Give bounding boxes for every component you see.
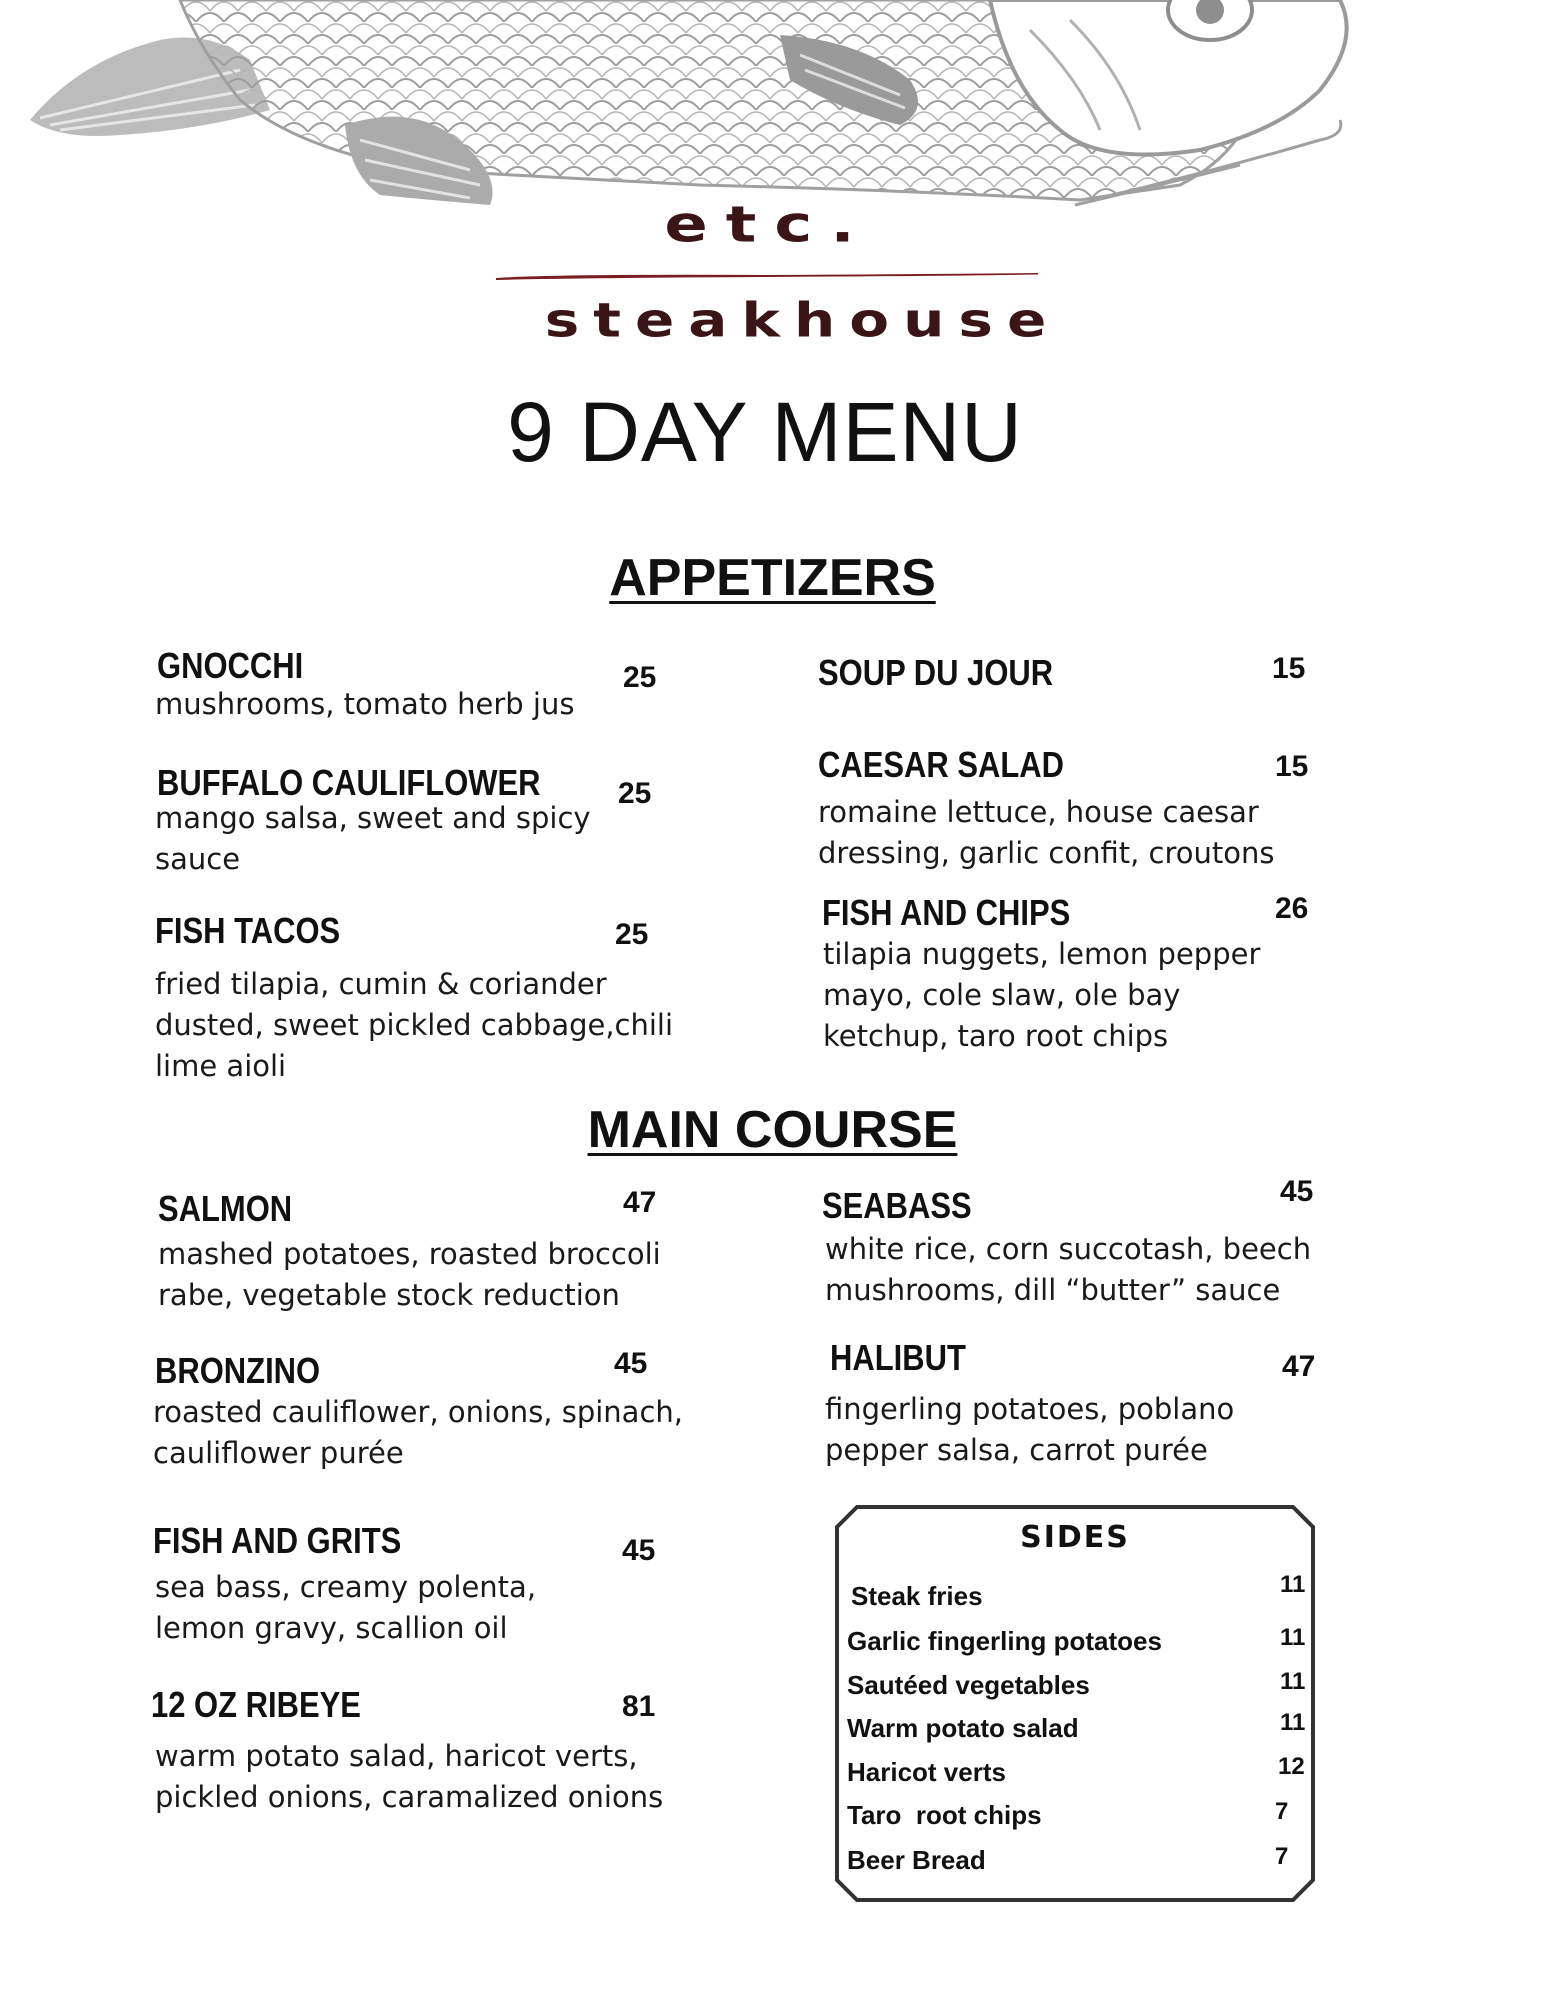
side-price: 11 <box>1280 1571 1306 1598</box>
side-price: 11 <box>1280 1668 1306 1695</box>
item-name: HALIBUT <box>830 1337 966 1378</box>
side-name: Sautéed vegetables <box>847 1670 1090 1700</box>
side-price: 7 <box>1275 1798 1289 1825</box>
side-name: Warm potato salad <box>847 1713 1079 1743</box>
item-name: BRONZINO <box>155 1350 321 1391</box>
item-description: sea bass, creamy polenta, lemon gravy, scallion oil <box>155 1570 537 1645</box>
item-description: warm potato salad, haricot verts, pickled onions, caramalized onions <box>155 1739 664 1814</box>
page-title: 9 DAY MENU <box>507 385 1023 479</box>
fish-illustration-icon <box>0 0 1545 220</box>
item-price: 25 <box>618 777 652 810</box>
item-name: SOUP DU JOUR <box>818 652 1054 693</box>
brand-logo-steakhouse: steakhouse <box>544 292 1061 348</box>
item-description: romaine lettuce, house caesar dressing, garlic confit, croutons <box>818 795 1275 870</box>
item-description: fried tilapia, cumin & coriander dusted, sweet pickled cabbage,chili lime aioli <box>155 967 674 1083</box>
side-price: 7 <box>1275 1843 1289 1870</box>
item-price: 45 <box>622 1534 656 1567</box>
sides-frame <box>835 1505 1315 1902</box>
brand-underline <box>496 272 1038 282</box>
item-price: 47 <box>1282 1350 1316 1383</box>
main-course-heading: MAIN COURSE <box>587 1101 958 1159</box>
item-description: roasted cauliflower, onions, spinach, cauliflower purée <box>153 1395 684 1470</box>
side-price: 11 <box>1280 1709 1306 1736</box>
item-name: FISH AND CHIPS <box>822 892 1071 933</box>
item-description: fingerling potatoes, poblano pepper salsa, carrot purée <box>825 1392 1235 1467</box>
item-price: 45 <box>614 1347 648 1380</box>
item-name: SEABASS <box>822 1185 972 1226</box>
item-description: tilapia nuggets, lemon pepper mayo, cole slaw, ole bay ketchup, taro root chips <box>823 937 1261 1053</box>
item-name: 12 OZ RIBEYE <box>151 1684 361 1725</box>
side-price: 12 <box>1278 1753 1305 1780</box>
item-name: GNOCCHI <box>157 645 304 686</box>
item-price: 25 <box>615 918 649 951</box>
sides-heading: SIDES <box>1020 1520 1130 1555</box>
brand-logo-etc: etc. <box>664 196 873 254</box>
side-name: Garlic fingerling potatoes <box>847 1626 1162 1656</box>
side-name: Steak fries <box>851 1581 983 1611</box>
item-name: FISH TACOS <box>155 910 341 951</box>
item-name: BUFFALO CAULIFLOWER <box>157 762 541 803</box>
item-price: 47 <box>623 1186 657 1219</box>
side-price: 11 <box>1280 1624 1306 1651</box>
item-name: CAESAR SALAD <box>818 744 1064 785</box>
side-name: Taro root chips <box>847 1800 1042 1830</box>
item-description: mashed potatoes, roasted broccoli rabe, vegetable stock reduction <box>158 1237 661 1312</box>
item-price: 15 <box>1275 750 1309 783</box>
item-description: mango salsa, sweet and spicy sauce <box>155 801 591 876</box>
item-price: 26 <box>1275 892 1309 925</box>
item-name: SALMON <box>158 1188 293 1229</box>
item-price: 25 <box>623 661 657 694</box>
item-name: FISH AND GRITS <box>153 1520 402 1561</box>
side-name: Beer Bread <box>847 1845 986 1875</box>
side-name: Haricot verts <box>847 1757 1006 1787</box>
item-price: 15 <box>1272 652 1306 685</box>
appetizers-heading: APPETIZERS <box>609 549 936 607</box>
item-description: mushrooms, tomato herb jus <box>155 687 575 721</box>
item-price: 45 <box>1280 1175 1314 1208</box>
item-price: 81 <box>622 1690 656 1723</box>
item-description: white rice, corn succotash, beech mushrooms, dill “butter” sauce <box>825 1232 1312 1307</box>
